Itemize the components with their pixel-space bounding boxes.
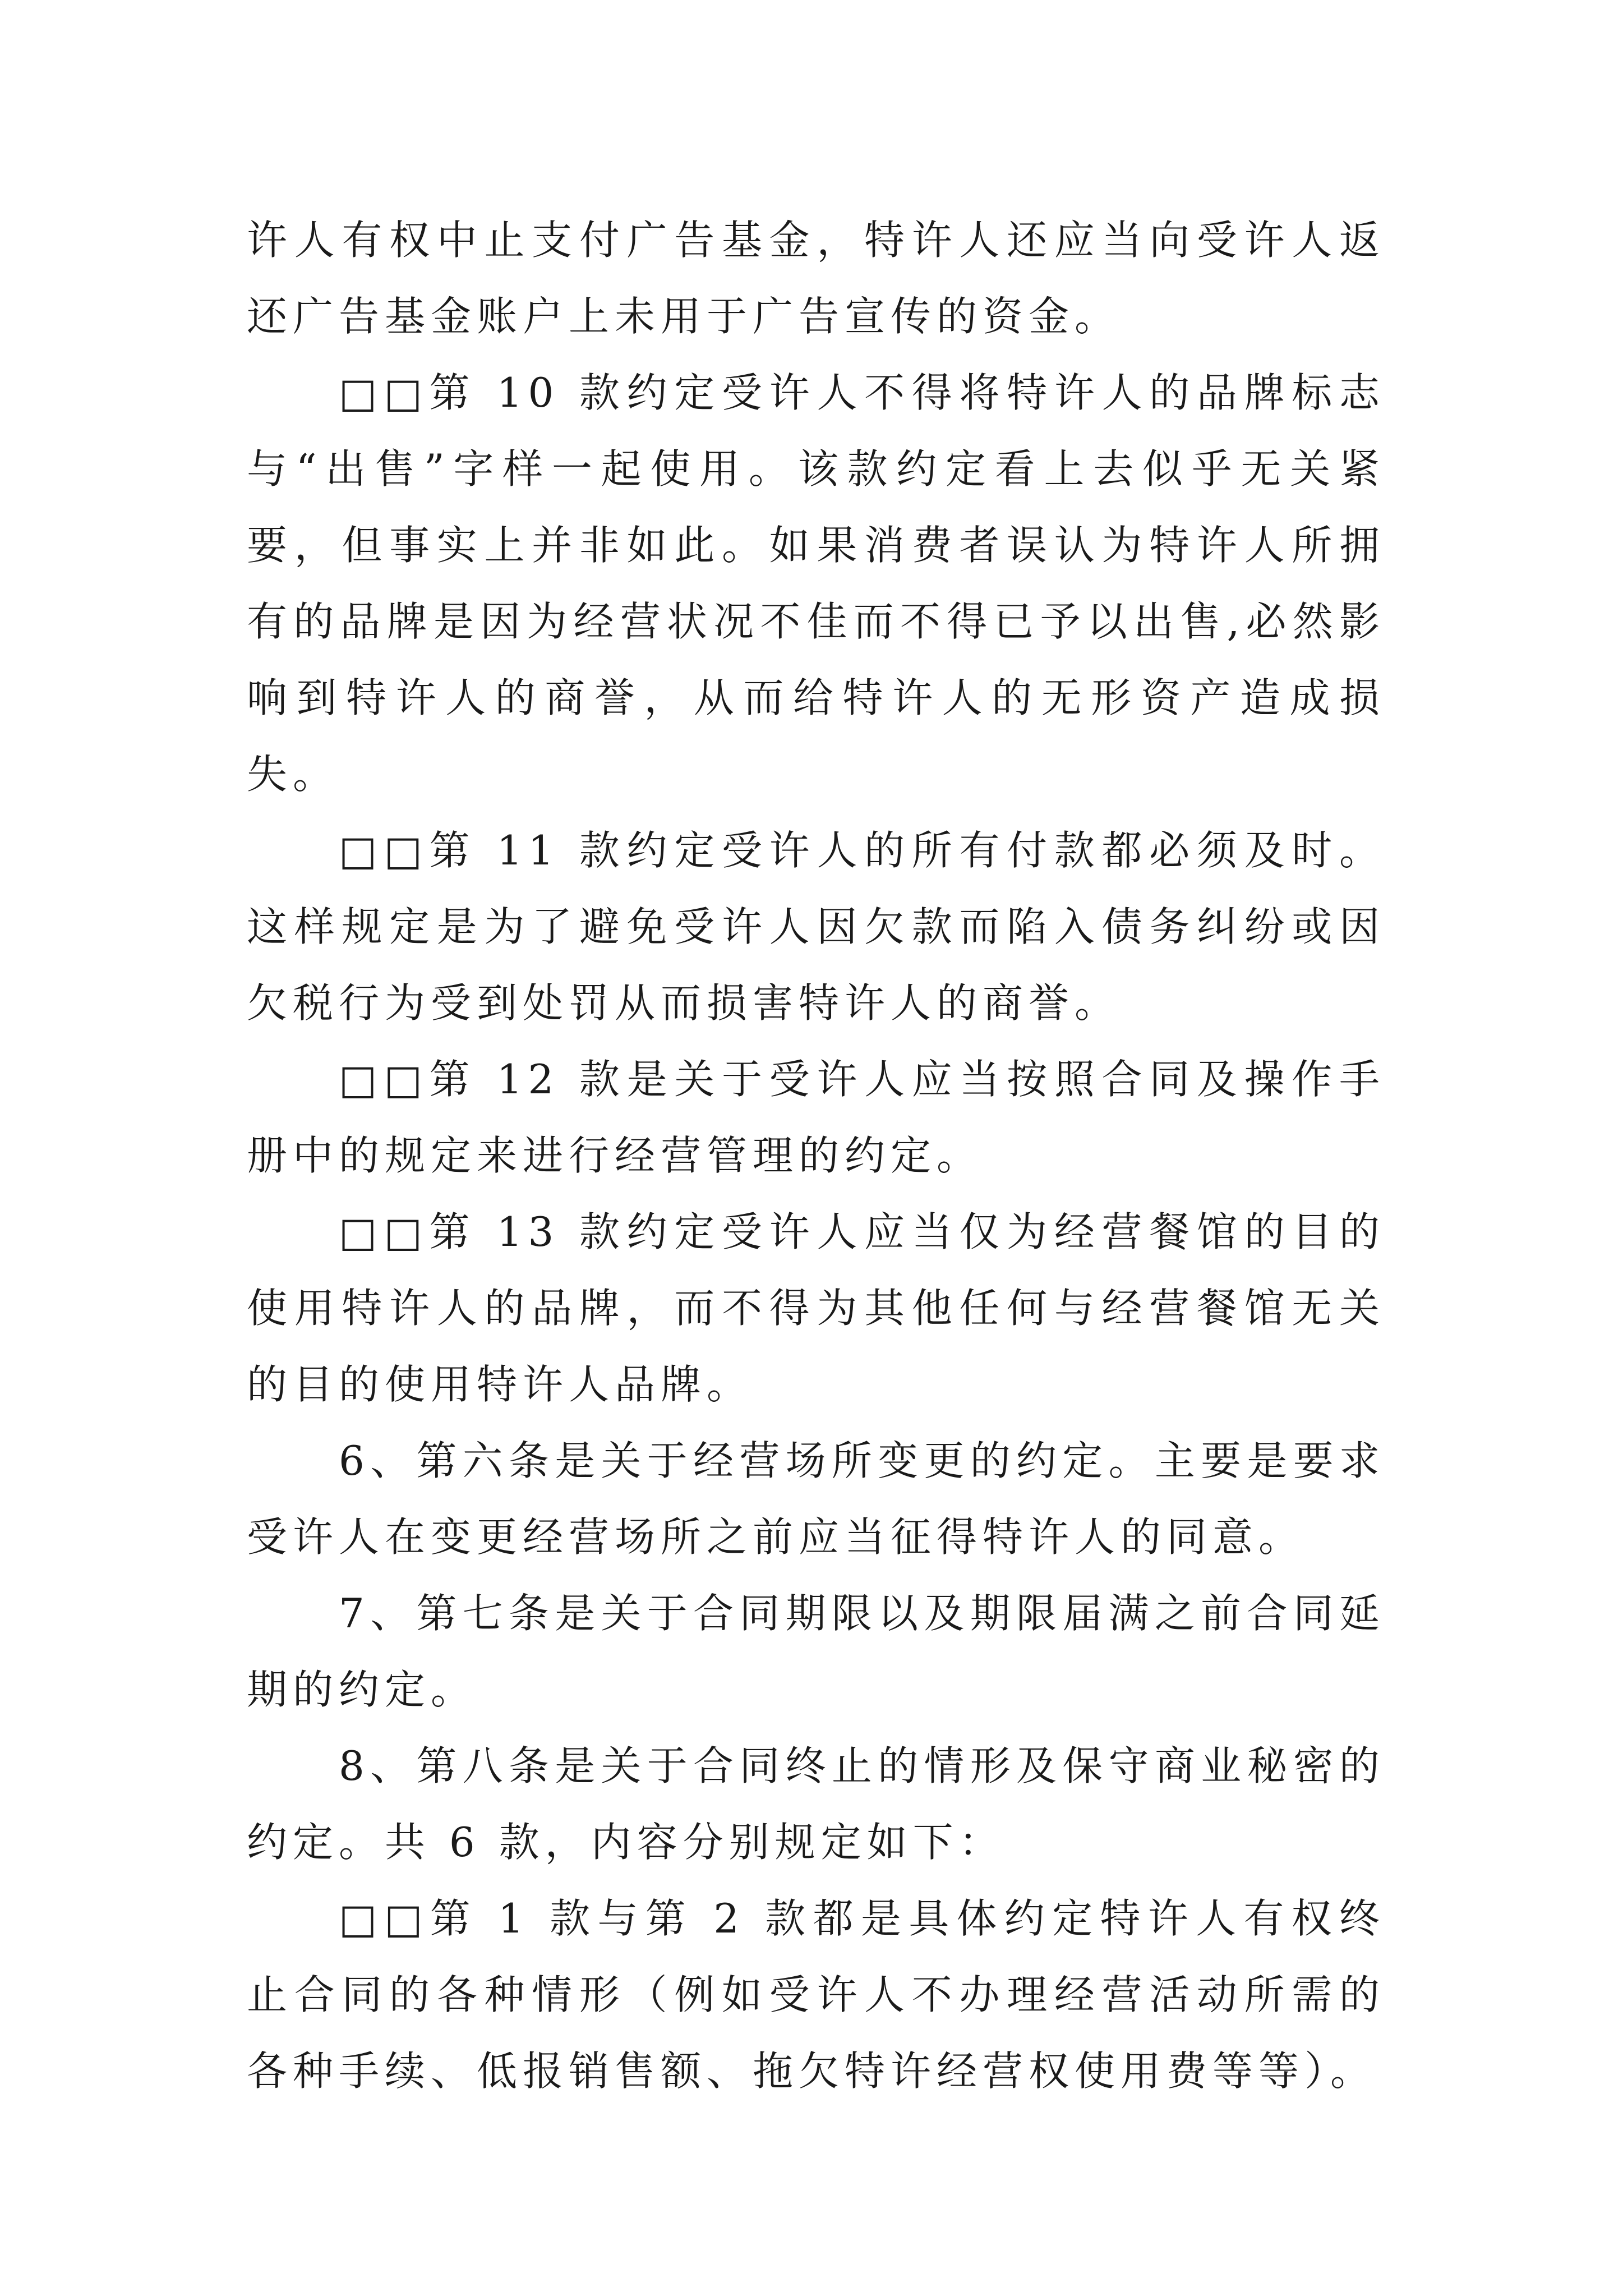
document-body	[247, 202, 1385, 2109]
paragraph-2: □□第 10 款约定受许人不得将特许人的品牌标志与“出售”字样一起使用。该款约定看上去似乎无关紧要，但事实上并非如此。如果消费者误认为特许人所拥有的品牌是因为经营状况不佳而不得已予以出售,必然影响到特许人的商誉，从而给特许人的无形资产造成损失。	[247, 369, 1385, 798]
paragraph-6: 6、第六条是关于经营场所变更的约定。主要是要求受许人在变更经营场所之前应当征得特许人的同意。	[247, 1437, 1385, 1561]
paragraph-4: □□第 12 款是关于受许人应当按照合同及操作手册中的规定来进行经营管理的约定。	[247, 1056, 1385, 1179]
paragraph-7: 7、第七条是关于合同期限以及期限届满之前合同延期的约定。	[247, 1590, 1385, 1713]
paragraph-1: 许人有权中止支付广告基金，特许人还应当向受许人返还广告基金账户上未用于广告宣传的资金。	[247, 217, 1385, 340]
paragraph-8: 8、第八条是关于合同终止的情形及保守商业秘密的约定。共 6 款，内容分别规定如下：	[247, 1742, 1385, 1866]
paragraph-5: □□第 13 款约定受许人应当仅为经营餐馆的目的使用特许人的品牌，而不得为其他任何与经营餐馆无关的目的使用特许人品牌。	[247, 1208, 1385, 1408]
paragraph-3: □□第 11 款约定受许人的所有付款都必须及时。这样规定是为了避免受许人因欠款而陷入债务纠纷或因欠税行为受到处罚从而损害特许人的商誉。	[247, 827, 1385, 1027]
paragraph-9: □□第 1 款与第 2 款都是具体约定特许人有权终止合同的各种情形（例如受许人不办理经营活动所需的各种手续、低报销售额、拖欠特许经营权使用费等等）。	[247, 1895, 1385, 2095]
